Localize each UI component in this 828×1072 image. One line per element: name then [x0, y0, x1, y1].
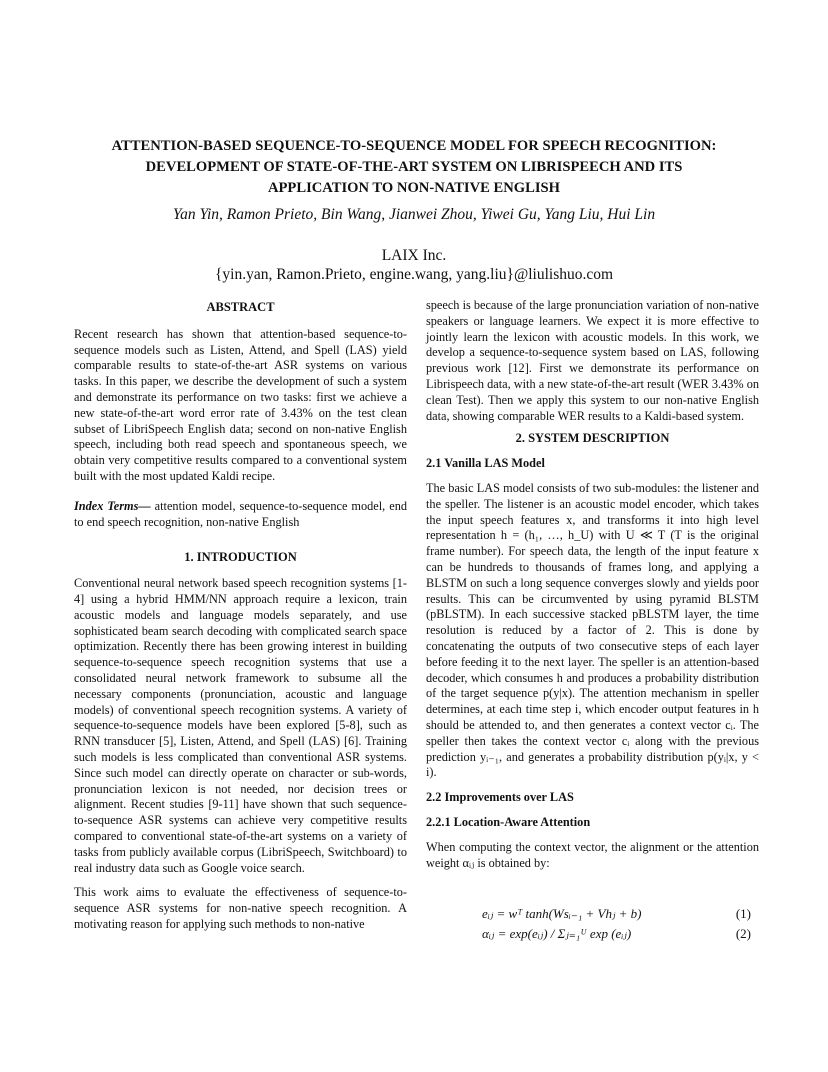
index-terms-label: Index Terms— — [74, 498, 151, 513]
title-line: ATTENTION-BASED SEQUENCE-TO-SEQUENCE MODEL FOR SPEECH RECOGNITION: — [111, 138, 717, 154]
author-emails: {yin.yan, Ramon.Prieto, engine.wang, yang.liu}@liulishuo.com — [214, 266, 614, 283]
equation-1-number: (1) — [735, 906, 751, 921]
paper-title — [60, 136, 768, 199]
introduction-continued: speech is because of the large pronunciation variation of non-native speakers or language learners. We expect it is more effective to jointly learn the lexicon with acoustic models. In this work, we develop a sequence-to-sequence system based on LAS, following previous work [12]. First we demonstrate its performance on Librispeech data, with a new state-of-the-art result (WER 3.43% on clean Test). Then we apply this system to our non-native English data, showing comparable WER results to a Kaldi-based system. — [426, 298, 759, 423]
equation-2 — [426, 926, 759, 946]
equations — [426, 906, 759, 946]
vanilla-las-paragraph: The basic LAS model consists of two sub-modules: the listener and the speller. The listener is an acoustic model encoder, which takes the input speech features x, and transforms it into high level representation h = (h₁, …, h_U) with U ≪ T (T is the original frame number). For speech data, the length of the input feature x can be hundreds to thousands of frames long, and applying a BLSTM on such a long sequence converges slowly and yields poor results. This can be circumvented by using pyramid BLSTM (pBLSTM). In each successive stacked pBLSTM layer, the time resolution is reduced by a factor of 2. This is done by concatenating the outputs of two consecutive steps of each layer before feeding it to the next layer. The speller is an attention-based decoder, which consumes h and produces a probability distribution of the target sequence p(y|x). The attention mechanism in speller determines, at each time step i, which encoder output features in h should be attended to, and then generates a context vector cᵢ. The speller then takes the context vector cᵢ along with the previous prediction yᵢ₋₁, and generates a probability distribution p(yᵢ|x, y < i). — [426, 480, 759, 780]
left-column — [74, 298, 407, 933]
right-column — [426, 298, 759, 871]
vanilla-las-heading: 2.1 Vanilla LAS Model — [426, 456, 545, 471]
equation-1 — [426, 906, 759, 926]
system-description-heading: 2. SYSTEM DESCRIPTION — [515, 431, 670, 446]
equation-2-number: (2) — [735, 926, 751, 941]
location-aware-heading: 2.2.1 Location-Aware Attention — [426, 814, 591, 829]
equation-2-expression: αᵢⱼ = exp(eᵢⱼ) / Σⱼ₌₁ᵁ exp (eᵢⱼ) — [482, 926, 632, 941]
improvements-heading: 2.2 Improvements over LAS — [426, 790, 574, 805]
index-terms-text: attention model, sequence-to-sequence model, end to end speech recognition, non-native English — [74, 498, 408, 529]
affiliation: LAIX Inc. — [381, 247, 447, 264]
title-line: DEVELOPMENT OF STATE-OF-THE-ART SYSTEM ON LIBRISPEECH AND ITS — [145, 159, 683, 175]
introduction-paragraph: Conventional neural network based speech recognition systems [1-4] using a hybrid HMM/NN approach require a lexicon, train acoustic models and language models separately, and use sophisticated beam search decoding with complicated search space optimization. Recently there has been growing interest in building sequence-to-sequence speech recognition systems that use a consolidated neural network framework to subsume all the necessary components (pronunciation, acoustic and language models) of conventional speech recognition systems. A variety of sequence-to-sequence models have been explored [5-8], such as RNN transducer [5], Listen, Attend, and Spell (LAS) [6]. Training such models is less complicated than conventional ASR systems. Since such model can directly operate on character or sub-words, pronunciation lexicon is not needed, nor decision trees or alignment. Recent studies [9-11] have shown that such sequence-to-sequence ASR systems can achieve very competitive results compared to conventional state-of-the-art systems on a variety of tasks from publicly available corpus (LibriSpeech, Switchboard) to real industry data such as Google voice search. — [74, 576, 407, 875]
title-line: APPLICATION TO NON-NATIVE ENGLISH — [267, 180, 561, 196]
equation-1-expression: eᵢⱼ = wᵀ tanh(Wsᵢ₋₁ + Vhⱼ + b) — [482, 906, 642, 921]
index-terms — [74, 499, 407, 531]
introduction-paragraph: This work aims to evaluate the effectiveness of sequence-to-sequence ASR systems for non-native speech recognition. A motivating reason for applying such methods to non-native — [74, 885, 407, 931]
abstract-text: Recent research has shown that attention-based sequence-to-sequence models such as Listen, Attend, and Spell (LAS) yield comparable results to state-of-the-art ASR systems on various tasks. In this paper, we describe the development of such a system and demonstrate its performance on two tasks: first we achieve a new state-of-the-art word error rate of 3.43% on the test clean subset of LibriSpeech English data; second on non-native English speech, including both read speech and spontaneous speech, we obtain very competitive results compared to a conventional system built with the most updated Kaldi recipe. — [74, 326, 407, 483]
abstract-heading: ABSTRACT — [206, 300, 275, 314]
author-list: Yan Yin, Ramon Prieto, Bin Wang, Jianwei Zhou, Yiwei Gu, Yang Liu, Hui Lin — [172, 206, 656, 223]
introduction-heading: 1. INTRODUCTION — [184, 550, 297, 565]
location-aware-paragraph: When computing the context vector, the alignment or the attention weight αᵢⱼ is obtained by: — [426, 839, 759, 870]
